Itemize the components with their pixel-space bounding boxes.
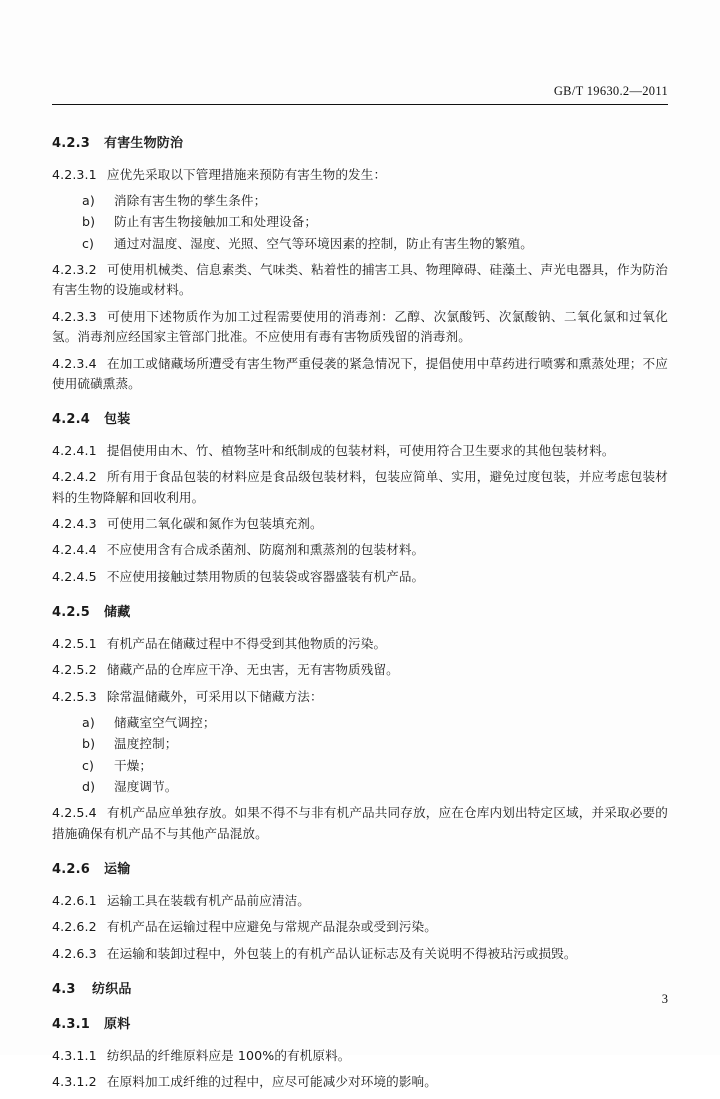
section-heading bbox=[52, 603, 668, 623]
list-item-text: 湿度调节。 bbox=[114, 779, 178, 795]
clause-number: 4.2.5.3 bbox=[52, 688, 97, 704]
section-number: 4.2.3 bbox=[52, 136, 91, 151]
section-heading bbox=[52, 980, 668, 1000]
clause-text: 可使用下述物质作为加工过程需要使用的消毒剂：乙醇、次氯酸钙、次氯酸钠、二氧化氯和过氧化氢。消毒剂应经国家主管部门批准。不应使用有毒有害物质残留的消毒剂。 bbox=[52, 308, 668, 345]
section-title: 纺织品 bbox=[92, 981, 132, 997]
clause-text: 在加工或储藏场所遭受有害生物严重侵袭的紧急情况下，提倡使用中草药进行喷雾和熏蒸处理；不应使用硫磺熏蒸。 bbox=[52, 355, 668, 392]
clause-number: 4.2.6.1 bbox=[52, 892, 97, 908]
section-number: 4.2.6 bbox=[52, 862, 91, 878]
clause-text: 应优先采取以下管理措施来预防有害生物的发生： bbox=[106, 166, 387, 182]
clause-text: 提倡使用由木、竹、植物茎叶和纸制成的包装材料，可使用符合卫生要求的其他包装材料。 bbox=[106, 442, 615, 458]
clause-paragraph bbox=[52, 634, 668, 654]
section-title: 运输 bbox=[104, 862, 131, 878]
clause-paragraph bbox=[52, 540, 668, 560]
clause-paragraph bbox=[52, 944, 668, 964]
clause-text: 有机产品在运输过程中应避免与常规产品混杂或受到污染。 bbox=[106, 919, 437, 935]
section-title: 包装 bbox=[104, 412, 131, 428]
section-heading bbox=[52, 1015, 668, 1035]
list-item-marker: a) bbox=[82, 192, 95, 208]
clause-text: 在运输和装卸过程中，外包装上的有机产品认证标志及有关说明不得被玷污或损毁。 bbox=[106, 945, 577, 961]
list-item-text: 温度控制； bbox=[114, 736, 178, 752]
section-title: 储藏 bbox=[104, 605, 131, 621]
section-number: 4.2.5 bbox=[52, 605, 91, 621]
clause-paragraph bbox=[52, 687, 668, 707]
clause-paragraph bbox=[52, 660, 668, 680]
clause-number: 4.2.4.3 bbox=[52, 516, 97, 532]
clause-text: 有机产品在储藏过程中不得受到其他物质的污染。 bbox=[106, 635, 387, 651]
clause-number: 4.2.4.5 bbox=[52, 568, 97, 584]
clause-text: 可使用二氧化碳和氮作为包装填充剂。 bbox=[106, 516, 323, 532]
clause-text: 有机产品应单独存放。如果不得不与非有机产品共同存放，应在仓库内划出特定区域，并采取必要的措施确保有机产品不与其他产品混放。 bbox=[52, 805, 668, 841]
clause-text: 运输工具在装载有机产品前应清洁。 bbox=[106, 892, 310, 908]
clause-paragraph bbox=[52, 514, 668, 534]
page-header bbox=[52, 84, 668, 106]
list-item-marker: b) bbox=[82, 736, 96, 752]
clause-paragraph bbox=[52, 1072, 668, 1092]
clause-number: 4.2.5.2 bbox=[52, 662, 97, 678]
list-item-text: 干燥； bbox=[114, 757, 153, 773]
clause-text: 除常温储藏外，可采用以下储藏方法： bbox=[106, 688, 323, 704]
ordered-item-list bbox=[52, 191, 668, 254]
list-item bbox=[52, 234, 668, 254]
clause-text: 不应使用接触过禁用物质的包装袋或容器盛装有机产品。 bbox=[106, 568, 425, 584]
section-heading bbox=[52, 410, 668, 430]
list-item bbox=[52, 734, 668, 754]
list-item-text: 通过对温度、湿度、光照、空气等环境因素的控制，防止有害生物的繁殖。 bbox=[114, 235, 533, 251]
list-item-text: 储藏室空气调控； bbox=[114, 714, 216, 730]
list-item bbox=[52, 777, 668, 797]
section-number: 4.3 bbox=[52, 981, 76, 997]
clause-paragraph bbox=[52, 567, 668, 587]
clause-number: 4.2.3.4 bbox=[52, 355, 97, 371]
list-item-marker: c) bbox=[82, 757, 95, 773]
standard-number: GB/T 19630.2—2011 bbox=[553, 84, 668, 98]
section-heading bbox=[52, 134, 668, 154]
section-heading bbox=[52, 860, 668, 880]
clause-paragraph bbox=[52, 891, 668, 911]
clause-text: 所有用于食品包装的材料应是食品级包装材料，包装应简单、实用，避免过度包装，并应考虑包装材料的生物降解和回收利用。 bbox=[52, 469, 668, 505]
clause-paragraph bbox=[52, 354, 668, 395]
clause-text: 在原料加工成纤维的过程中，应尽可能减少对环境的影响。 bbox=[106, 1074, 437, 1090]
clause-paragraph bbox=[52, 165, 668, 185]
list-item-marker: a) bbox=[82, 714, 95, 730]
clause-number: 4.3.1.1 bbox=[52, 1047, 97, 1063]
clause-number: 4.2.4.2 bbox=[52, 469, 97, 485]
clause-number: 4.2.4.1 bbox=[52, 442, 97, 458]
list-item-marker: b) bbox=[82, 214, 96, 230]
list-item bbox=[52, 212, 668, 232]
page-number: 3 bbox=[661, 992, 668, 1006]
header-divider bbox=[52, 104, 668, 105]
clause-paragraph bbox=[52, 1046, 668, 1066]
ordered-item-list bbox=[52, 713, 668, 798]
list-item-marker: d) bbox=[82, 779, 96, 795]
list-item bbox=[52, 713, 668, 733]
list-item bbox=[52, 191, 668, 211]
section-number: 4.2.4 bbox=[52, 412, 91, 428]
clause-number: 4.2.3.2 bbox=[52, 262, 97, 278]
list-item-text: 防止有害生物接触加工和处理设备； bbox=[114, 214, 318, 230]
clause-paragraph bbox=[52, 307, 668, 348]
list-item bbox=[52, 756, 668, 776]
clause-number: 4.3.1.2 bbox=[52, 1074, 97, 1090]
list-item-marker: c) bbox=[82, 235, 95, 251]
clause-number: 4.2.6.2 bbox=[52, 919, 97, 935]
section-title: 有害生物防治 bbox=[104, 136, 184, 151]
clause-number: 4.2.3.3 bbox=[52, 308, 97, 324]
clause-text: 储藏产品的仓库应干净、无虫害，无有害物质残留。 bbox=[106, 662, 399, 678]
clause-text: 纺织品的纤维原料应是 100%的有机原料。 bbox=[106, 1047, 351, 1063]
clause-paragraph bbox=[52, 917, 668, 937]
clause-paragraph bbox=[52, 467, 668, 508]
clause-number: 4.2.5.1 bbox=[52, 635, 97, 651]
clause-number: 4.2.6.3 bbox=[52, 945, 97, 961]
clause-text: 可使用机械类、信息素类、气味类、粘着性的捕害工具、物理障碍、硅藻土、声光电器具，作为防治有害生物的设施或材料。 bbox=[52, 262, 668, 298]
clause-paragraph bbox=[52, 441, 668, 461]
clause-paragraph bbox=[52, 803, 668, 844]
section-number: 4.3.1 bbox=[52, 1017, 91, 1033]
section-title: 原料 bbox=[104, 1017, 131, 1033]
clause-number: 4.2.3.1 bbox=[52, 166, 97, 182]
clause-number: 4.2.5.4 bbox=[52, 805, 97, 821]
list-item-text: 消除有害生物的孳生条件； bbox=[114, 192, 267, 208]
clause-number: 4.2.4.4 bbox=[52, 542, 97, 558]
document-body bbox=[52, 118, 668, 1099]
clause-paragraph bbox=[52, 260, 668, 301]
clause-text: 不应使用含有合成杀菌剂、防腐剂和熏蒸剂的包装材料。 bbox=[106, 542, 425, 558]
